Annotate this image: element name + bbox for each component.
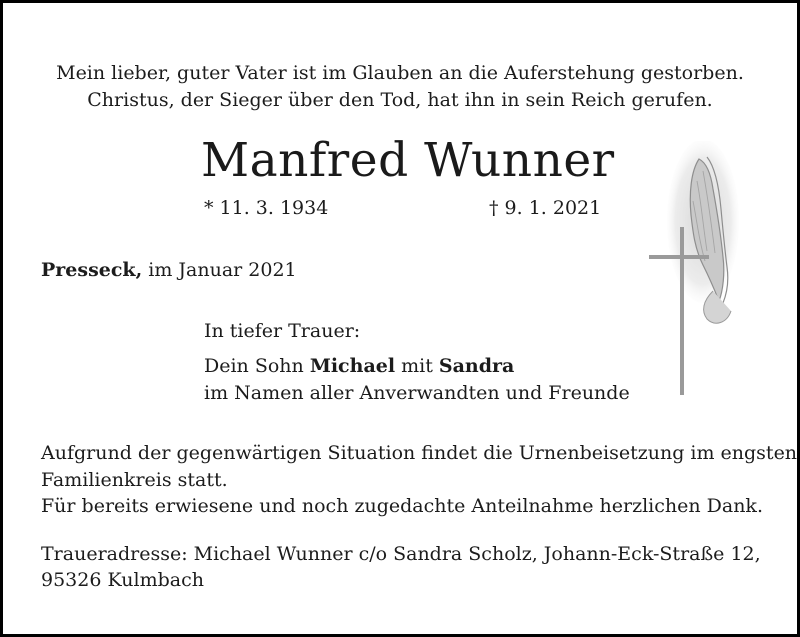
mourning-intro: In tiefer Trauer: <box>204 320 361 342</box>
connector-text: mit <box>401 355 433 377</box>
partner-name: Sandra <box>438 355 515 377</box>
son-name: Michael <box>309 355 396 377</box>
thanks-line: Für bereits erwiesene und noch zugedachte Anteilnahme herzlichen Dank. <box>41 495 763 517</box>
notice-line-1: Aufgrund der gegenwärtigen Situation findet die Urnenbeisetzung im engsten <box>41 442 798 464</box>
place-date <box>41 259 297 281</box>
mourners-line <box>204 353 514 380</box>
address-line-1: Traueradresse: Michael Wunner c/o Sandra Scholz, Johann-Eck-Straße 12, <box>41 543 761 565</box>
birth-date: * 11. 3. 1934 <box>204 197 329 219</box>
date-text: im Januar 2021 <box>148 259 297 281</box>
verse-line-1: Mein lieber, guter Vater ist im Glauben an die Auferstehung gestorben. <box>56 62 744 84</box>
mourners-others: im Namen aller Anverwandten und Freunde <box>204 382 630 404</box>
praying-hands-cross-icon <box>643 141 743 401</box>
place-name: Presseck, <box>41 259 143 281</box>
death-date: † 9. 1. 2021 <box>489 197 602 219</box>
son-prefix: Dein Sohn <box>204 355 304 377</box>
deceased-name: Manfred Wunner <box>201 133 615 188</box>
address-line-2: 95326 Kulmbach <box>41 569 204 591</box>
verse-line-2: Christus, der Sieger über den Tod, hat ihn in sein Reich gerufen. <box>87 89 713 111</box>
notice-line-2: Familienkreis statt. <box>41 469 228 491</box>
